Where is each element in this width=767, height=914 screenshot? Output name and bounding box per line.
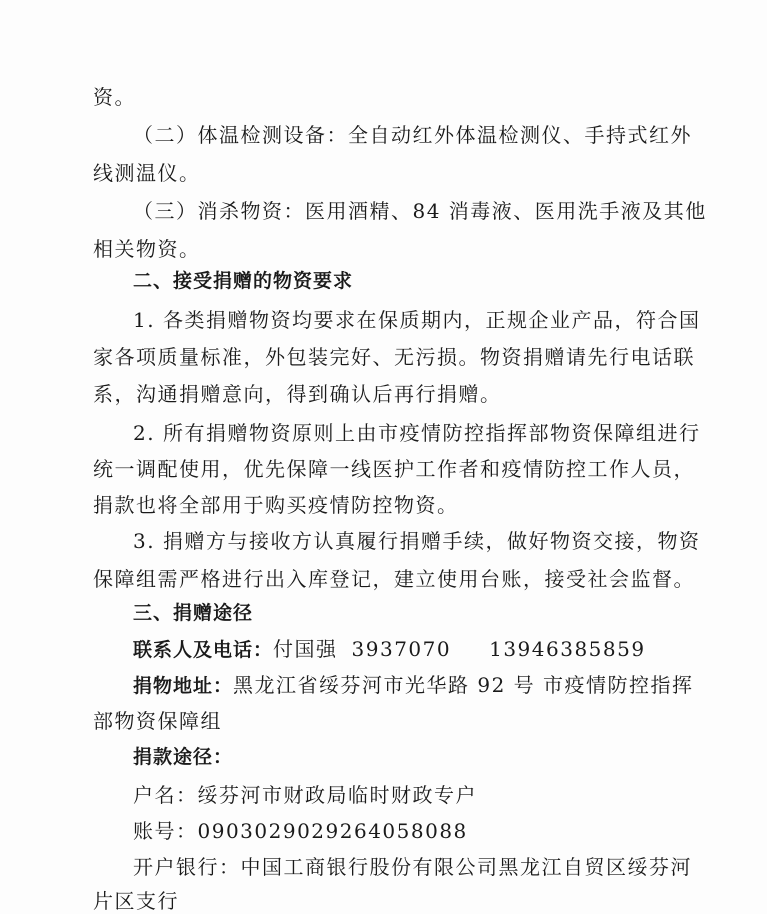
bank-continued: 片区支行 — [93, 889, 179, 913]
text-line-8: 家各项质量标准，外包装完好、无污损。物资捐赠请先行电话联 — [93, 345, 695, 369]
section-heading-2: 二、接受捐赠的物资要求 — [133, 270, 354, 292]
text-line-11: 统一调配使用，优先保障一线医护工作者和疫情防控工作人员， — [93, 457, 695, 481]
contact-line — [133, 636, 733, 663]
donation-method-label: 捐款途径： — [133, 746, 234, 768]
account-name: 户名：绥芬河市财政局临时财政专户 — [133, 783, 477, 807]
text-line-14: 保障组需严格进行出入库登记，建立使用台账，接受社会监督。 — [93, 567, 695, 591]
text-line-3: 线测温仪。 — [93, 161, 201, 185]
text-line-10: 2. 所有捐赠物资原则上由市疫情防控指挥部物资保障组进行 — [133, 421, 701, 445]
contact-name: 付国强 — [273, 637, 338, 661]
text-line-12: 捐款也将全部用于购买疫情防控物资。 — [93, 493, 459, 517]
address-line — [133, 672, 733, 699]
address-continued: 部物资保障组 — [93, 709, 222, 733]
section-heading-3: 三、捐赠途径 — [133, 602, 254, 624]
contact-phone-1: 3937070 — [351, 637, 452, 661]
text-line-4: （三）消杀物资：医用酒精、84 消毒液、医用洗手液及其他 — [133, 199, 707, 223]
text-line-2: （二）体温检测设备：全自动红外体温检测仪、手持式红外 — [133, 123, 692, 147]
text-line-9: 系，沟通捐赠意向，得到确认后再行捐赠。 — [93, 382, 502, 406]
contact-label: 联系人及电话： — [133, 639, 274, 661]
text-line-1: 资。 — [93, 85, 136, 109]
bank-line: 开户银行：中国工商银行股份有限公司黑龙江自贸区绥芬河 — [133, 855, 692, 879]
address-label: 捐物地址： — [133, 675, 234, 697]
address-value: 黑龙江省绥芬河市光华路 92 号 市疫情防控指挥 — [233, 673, 694, 697]
account-number: 账号：0903029029264058088 — [133, 819, 468, 843]
text-line-5: 相关物资。 — [93, 237, 201, 261]
text-line-13: 3. 捐赠方与接收方认真履行捐赠手续，做好物资交接，物资 — [133, 529, 701, 553]
contact-phone-2: 13946385859 — [489, 637, 646, 661]
text-line-7: 1. 各类捐赠物资均要求在保质期内，正规企业产品，符合国 — [133, 308, 701, 332]
